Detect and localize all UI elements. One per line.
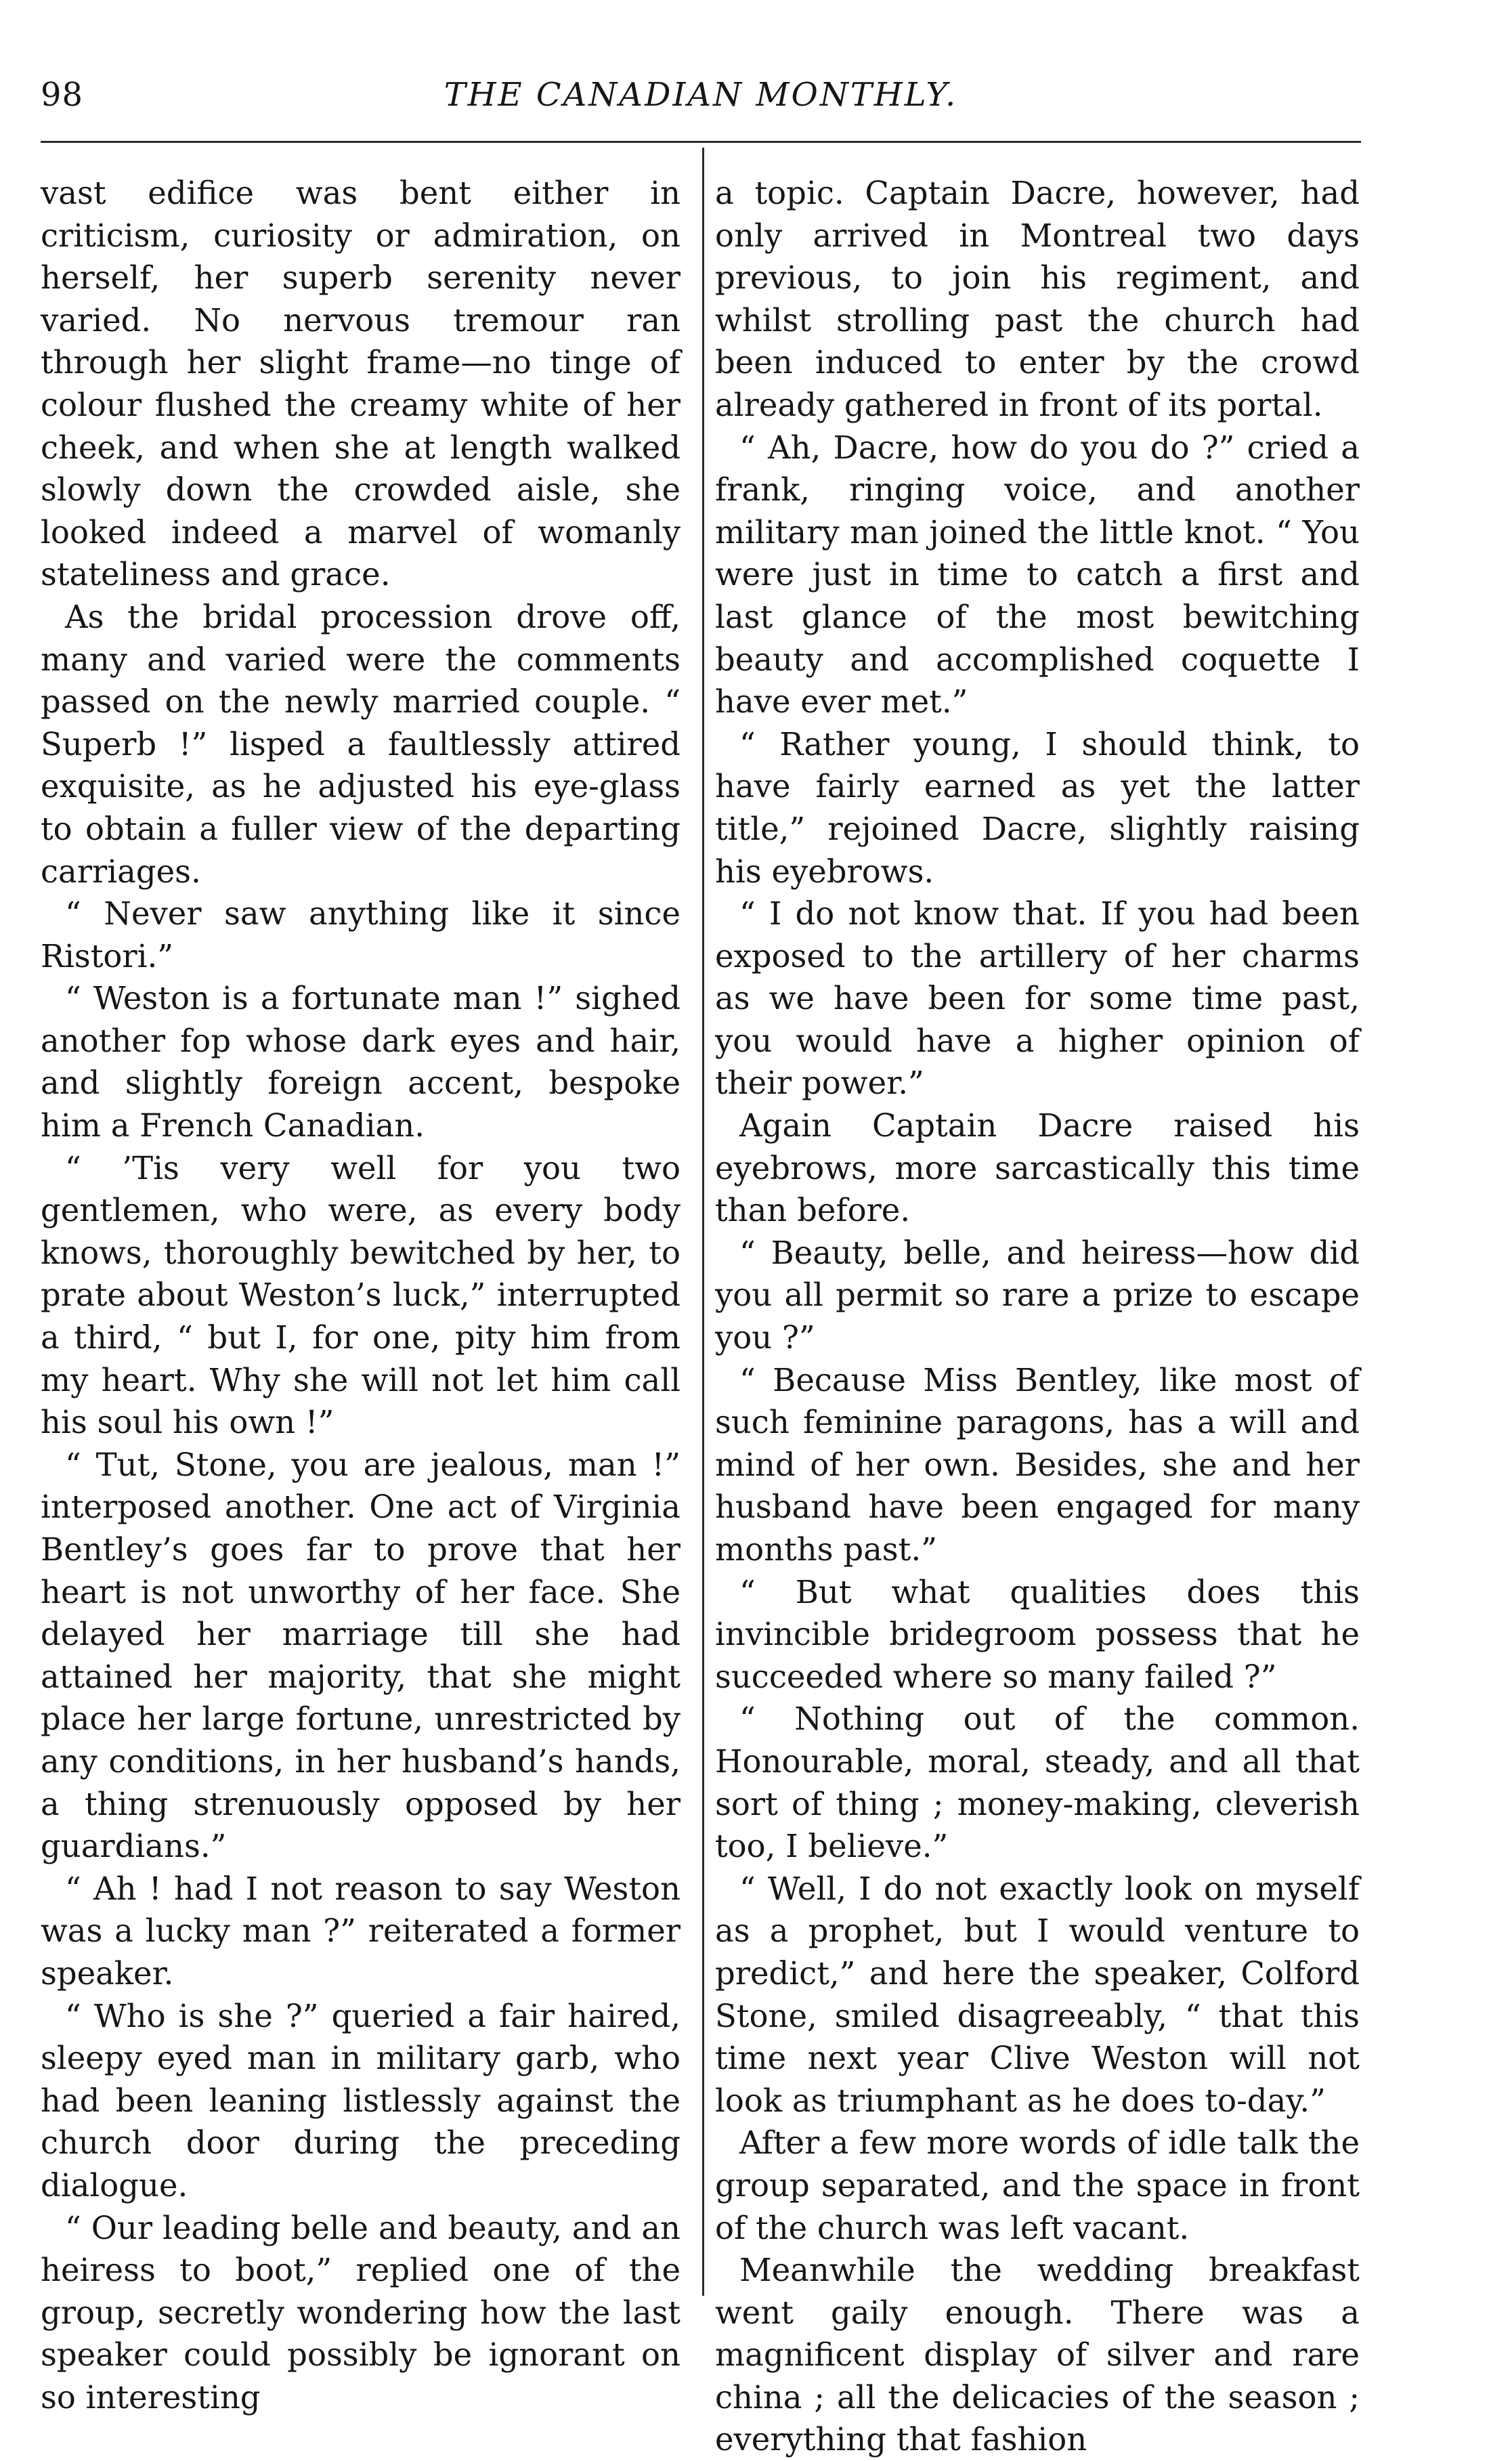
column-divider	[702, 148, 704, 2296]
right-column	[715, 172, 1360, 2461]
paragraph: “ Ah, Dacre, how do you do ?” cried a frank, ringing voice, and another military man joined the little knot. “ You were just in time to catch a first and last glance of the most bewitching beauty and accomplished coquette I have ever met.”	[715, 429, 1360, 721]
paragraph: “ ’Tis very well for you two gentlemen, who were, as every body knows, thoroughly bewitched by her, to prate about Weston’s luck,” interrupted a third, “ but I, for one, pity him from my heart. Why she will not let him call his soul his own !”	[41, 1149, 681, 1441]
paragraph: vast edifice was bent either in criticism, curiosity or admiration, on herself, her superb serenity never varied. No nervous tremour ran through her slight frame—no tinge of colour flushed the creamy white of her cheek, and when she at length walked slowly down the crowded aisle, she looked indeed a marvel of womanly stateliness and grace.	[41, 175, 681, 593]
paragraph: Again Captain Dacre raised his eyebrows, more sarcastically this time than before.	[715, 1107, 1360, 1229]
paragraph: “ Who is she ?” queried a fair haired, sleepy eyed man in military garb, who had been leaning listlessly against the church door during the preceding dialogue.	[41, 1997, 681, 2204]
paragraph: “ Because Miss Bentley, like most of such feminine paragons, has a will and mind of her own. Besides, she and her husband have been engaged for many months past.”	[715, 1361, 1360, 1568]
left-column	[41, 172, 681, 2418]
paragraph: “ But what qualities does this invincible bridegroom possess that he succeeded where so many failed ?”	[715, 1573, 1360, 1695]
header-rule	[41, 141, 1361, 143]
paragraph: “ Nothing out of the common. Honourable, moral, steady, and all that sort of thing ; money-making, cleverish too, I believe.”	[715, 1700, 1360, 1865]
paragraph: “ Never saw anything like it since Ristori.”	[41, 895, 681, 975]
paragraph: “ Weston is a fortunate man !” sighed another fop whose dark eyes and hair, and slightly foreign accent, bespoke him a French Canadian.	[41, 980, 681, 1144]
paragraph: After a few more words of idle talk the group separated, and the space in front of the church was left vacant.	[715, 2124, 1360, 2246]
paragraph: Meanwhile the wedding breakfast went gaily enough. There was a magnificent display of silver and rare china ; all the delicacies of the season ; everything that fashion	[715, 2252, 1360, 2458]
paragraph: “ Ah ! had I not reason to say Weston was a lucky man ?” reiterated a former speaker.	[41, 1870, 681, 1992]
paragraph: As the bridal procession drove off, many and varied were the comments passed on the newly married couple. “ Superb !” lisped a faultlessly attired exquisite, as he adjusted his eye-glass to obtain a fuller view of the departing carriages.	[41, 598, 681, 890]
paragraph: “ Our leading belle and beauty, and an heiress to boot,” replied one of the group, secretly wondering how the last speaker could possibly be ignorant on so interesting	[41, 2209, 681, 2416]
paragraph: a topic. Captain Dacre, however, had only arrived in Montreal two days previous, to join his regiment, and whilst strolling past the church had been induced to enter by the crowd already gathered in front of its portal.	[715, 175, 1360, 423]
paragraph: “ Rather young, I should think, to have fairly earned as yet the latter title,” rejoined Dacre, slightly raising his eyebrows.	[715, 725, 1360, 890]
paragraph: “ Well, I do not exactly look on myself as a prophet, but I would venture to predict,” and here the speaker, Colford Stone, smiled disagreeably, “ that this time next year Clive Weston will not look as triumphant as he does to-day.”	[715, 1870, 1360, 2119]
paragraph: “ Beauty, belle, and heiress—how did you all permit so rare a prize to escape you ?”	[715, 1234, 1360, 1356]
page-number: 98	[41, 76, 84, 114]
running-head-title: THE CANADIAN MONTHLY.	[444, 76, 958, 114]
paragraph: “ I do not know that. If you had been exposed to the artillery of her charms as we have been for some time past, you would have a higher opinion of their power.”	[715, 895, 1360, 1102]
paragraph: “ Tut, Stone, you are jealous, man !” interposed another. One act of Virginia Bentley’s goes far to prove that her heart is not unworthy of her face. She delayed her marriage till she had attained her majority, that she might place her large fortune, unrestricted by any conditions, in her husband’s hands, a thing strenuously opposed by her guardians.”	[41, 1446, 681, 1865]
page-header	[41, 76, 1361, 123]
